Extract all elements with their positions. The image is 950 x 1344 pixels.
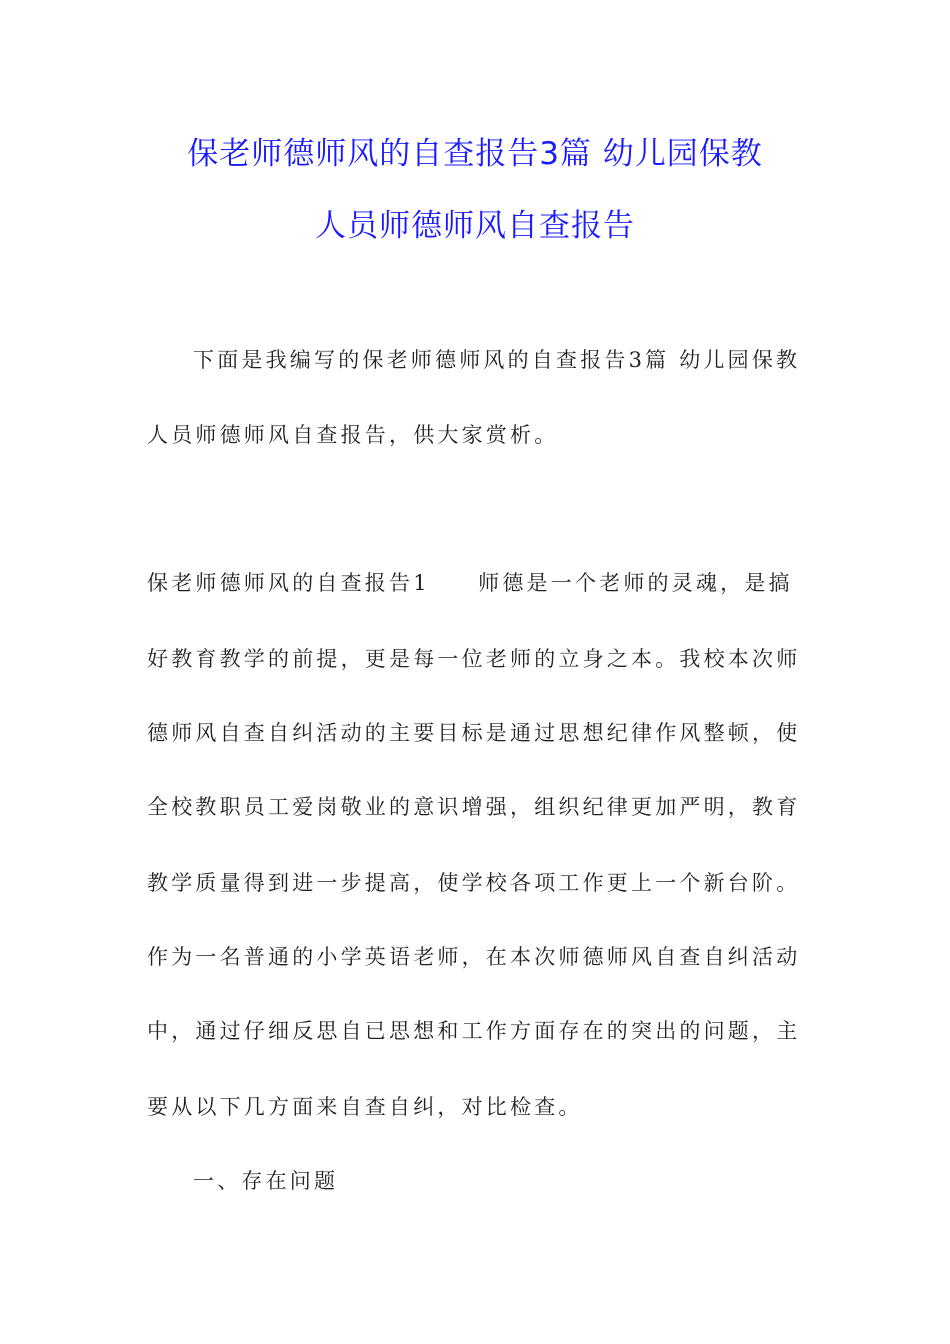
body-line-1: 保老师德师风的自查报告1 师德是一个老师的灵魂，是搞 [147,571,793,595]
body-line-6: 作为一名普通的小学英语老师，在本次师德师风自查自纠活动 [147,945,801,969]
body-line-8: 要从以下几方面来自查自纠，对比检查。 [147,1095,583,1119]
document-title-line-1: 保老师德师风的自查报告3篇 幼儿园保教 [187,136,763,172]
body-line-3: 德师风自查自纠活动的主要目标是通过思想纪律作风整顿，使 [147,721,801,745]
document-title-line-2: 人员师德师风自查报告 [315,208,635,244]
body-line-4: 全校教职员工爱岗敬业的意识增强，组织纪律更加严明，教育 [147,795,801,819]
section-heading: 一、存在问题 [193,1169,339,1193]
body-line-5: 教学质量得到进一步提高，使学校各项工作更上一个新台阶。 [147,871,801,895]
body-line-7: 中，通过仔细反思自已思想和工作方面存在的突出的问题，主 [147,1019,801,1043]
intro-line-1: 下面是我编写的保老师德师风的自查报告3篇 幼儿园保教 [193,348,801,372]
body-line-2: 好教育教学的前提，更是每一位老师的立身之本。我校本次师 [147,647,801,671]
intro-line-2: 人员师德师风自查报告，供大家赏析。 [147,423,559,447]
